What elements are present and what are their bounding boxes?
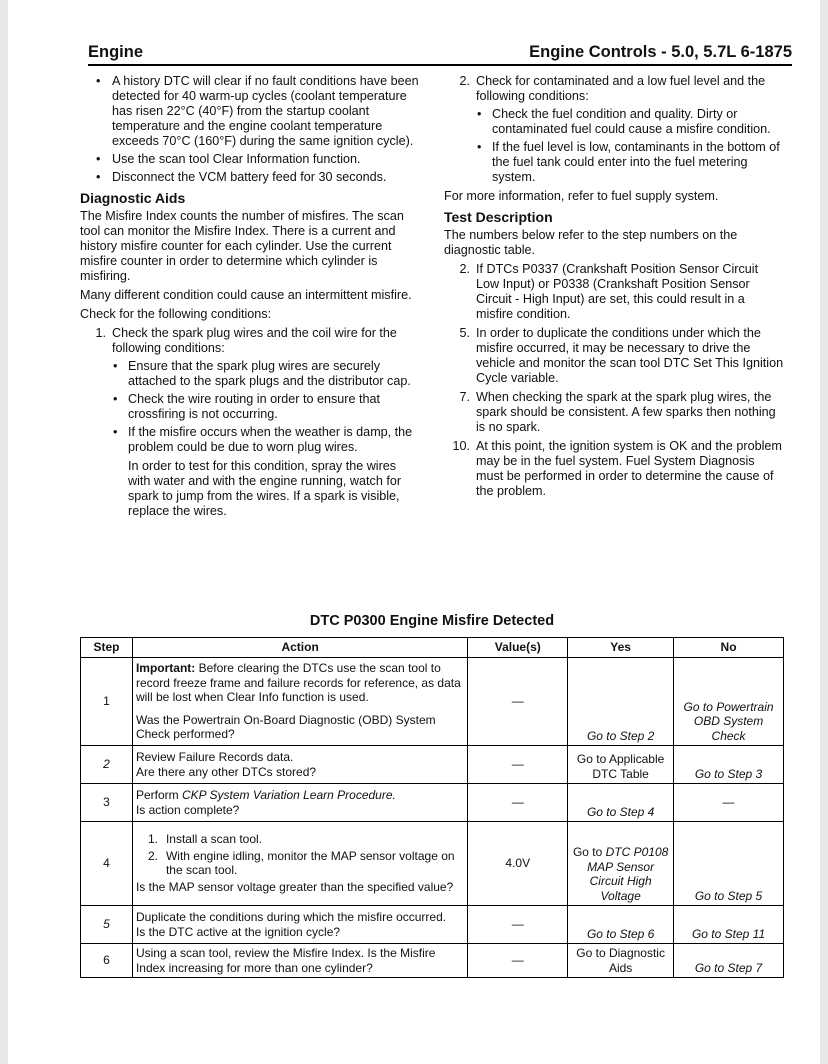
- item-number: 2.: [147, 848, 158, 863]
- list-item: [80, 326, 420, 519]
- table-row: [81, 906, 784, 944]
- list-item: [444, 390, 784, 435]
- list-item: [136, 849, 464, 878]
- column-header: No: [674, 638, 784, 658]
- table-row: [81, 784, 784, 822]
- header-section-title: Engine: [88, 43, 144, 61]
- table-row: [81, 944, 784, 978]
- more-info-paragraph: For more information, refer to fuel supply system.: [444, 189, 719, 203]
- misfire-index-paragraph: The Misfire Index counts the number of misfires. The scan tool can monitor the Misfire Index. There is a current and history misfire counter for each cylinder. Use the current misfire counter in order to determine which cylinder is misfiring.: [80, 209, 404, 283]
- list-item: [444, 74, 784, 185]
- item-number: 1.: [95, 326, 106, 340]
- procedure-link[interactable]: CKP System Variation Learn Procedure.: [181, 787, 396, 802]
- action-cell: [132, 658, 467, 746]
- list-item: • Check the fuel condition and quality. Dirty or contaminated fuel could cause a misfire condition.: [476, 107, 784, 137]
- item-number: 5.: [459, 326, 470, 340]
- yes-cell[interactable]: Go to Step 6: [568, 906, 674, 944]
- no-cell: —: [674, 784, 784, 822]
- value-cell: 4.0V: [468, 822, 568, 906]
- dtc-link[interactable]: DTC P0108 MAP Sensor Circuit High Voltage: [587, 845, 669, 903]
- action-question: Are there any other DTCs stored?: [135, 765, 317, 779]
- step-cell: 4: [81, 822, 133, 906]
- page-header: [88, 42, 792, 66]
- yes-cell[interactable]: Go to Step 4: [568, 784, 674, 822]
- action-text: Review Failure Records data.: [135, 749, 294, 764]
- list-item: • Disconnect the VCM battery feed for 30 seconds.: [80, 170, 420, 185]
- diagnostic-aids-heading: Diagnostic Aids: [80, 190, 186, 206]
- spray-test-paragraph: In order to test for this condition, spray the wires with water and with the engine running, watch for spark to jump from the wires. If a spark is visible, replace the wires.: [128, 459, 402, 518]
- item-number: 1.: [147, 832, 158, 846]
- action-question: Is the DTC active at the ignition cycle?: [135, 925, 341, 939]
- item-number: 7.: [459, 390, 470, 404]
- important-label: Important:: [135, 661, 196, 676]
- column-header: Yes: [568, 638, 674, 658]
- item-text: When checking the spark at the spark plug wires, the spark should be consistent. A few sparks then nothing is no spark.: [476, 390, 776, 434]
- yes-cell[interactable]: Go to Applicable DTC Table: [568, 746, 674, 784]
- item-text: If DTCs P0337 (Crankshaft Position Sensor Circuit Low Input) or P0338 (Crankshaft Position Sensor Circuit - High Input) are set, this could result in a misfire condition.: [476, 262, 759, 321]
- value-cell: —: [468, 906, 568, 944]
- column-header: Step: [81, 638, 133, 658]
- list-item: • If the misfire occurs when the weather is damp, the problem could be due to worn plug wires.: [112, 425, 420, 455]
- table-row: [81, 822, 784, 906]
- action-cell: [132, 784, 467, 822]
- list-item: • If the fuel level is low, contaminants in the bottom of the fuel tank could enter into the fuel metering system.: [476, 140, 784, 185]
- item-text: At this point, the ignition system is OK and the problem may be in the fuel system. Fuel System Diagnosis must be performed in order to determine the cause of the problem.: [476, 439, 782, 498]
- value-cell: —: [468, 658, 568, 746]
- list-item: • A history DTC will clear if no fault conditions have been detected for 40 warm-up cycles (coolant temperature has risen 22°C (40°F) from the startup coolant temperature and the engine coolant temperature exceeds 70°C (160°F) during the same ignition cycle).: [80, 74, 420, 149]
- test-steps-list: [444, 262, 784, 499]
- item-text: Check for contaminated and a low fuel level and the following conditions:: [476, 74, 766, 103]
- no-cell[interactable]: Go to Step 3: [674, 746, 784, 784]
- conditions-list-continued: [444, 74, 784, 185]
- list-item: [444, 326, 784, 386]
- item-text: Install a scan tool.: [165, 832, 263, 846]
- check-conditions-paragraph: Check for the following conditions:: [80, 307, 272, 321]
- header-page-ref: Engine Controls - 5.0, 5.7L 6-1875: [529, 43, 792, 61]
- conditions-list: [80, 326, 420, 519]
- yes-cell[interactable]: Go to Step 2: [568, 658, 674, 746]
- item-number: 2.: [459, 262, 470, 276]
- action-cell: Using a scan tool, review the Misfire Index. Is the Misfire Index increasing for more than one cylinder?: [132, 944, 467, 978]
- step-cell: 2: [81, 746, 133, 784]
- right-column: [444, 74, 784, 503]
- list-item: • Use the scan tool Clear Information function.: [80, 152, 420, 167]
- step-cell: 3: [81, 784, 133, 822]
- important-text: Before clearing the DTCs use the scan tool to record freeze frame and failure records for reference, as data will be lost when Clear Info function is used.: [135, 661, 461, 705]
- item-text: Check the spark plug wires and the coil wire for the following conditions:: [112, 326, 397, 355]
- action-question: Was the Powertrain On-Board Diagnostic (OBD) System Check performed?: [135, 712, 436, 742]
- action-text: [136, 788, 464, 803]
- item-text: In order to duplicate the conditions under which the misfire occurred, it may be necessary to drive the vehicle and monitor the scan tool DTC Set This Ignition Cycle variable.: [476, 326, 784, 385]
- test-intro-paragraph: The numbers below refer to the step numbers on the diagnostic table.: [444, 228, 738, 257]
- list-item: [136, 832, 464, 847]
- no-cell[interactable]: Go to Step 11: [674, 906, 784, 944]
- item-text: With engine idling, monitor the MAP sensor voltage on the scan tool.: [165, 848, 455, 877]
- table-row: [81, 658, 784, 746]
- no-cell[interactable]: Go to Step 5: [674, 822, 784, 906]
- action-cell: [132, 746, 467, 784]
- yes-cell[interactable]: Go to Diagnostic Aids: [568, 944, 674, 978]
- table-row: [81, 746, 784, 784]
- action-text: [136, 661, 464, 705]
- action-sub-steps: [136, 832, 464, 878]
- action-text: Duplicate the conditions during which the misfire occurred.: [135, 909, 447, 924]
- list-item: • Check the wire routing in order to ensure that crossfiring is not occurring.: [112, 392, 420, 422]
- value-cell: —: [468, 746, 568, 784]
- step-cell: 1: [81, 658, 133, 746]
- clear-dtc-bullets: [80, 74, 420, 185]
- value-cell: —: [468, 944, 568, 978]
- dtc-table: [80, 637, 784, 978]
- yes-prefix: Go to: [572, 845, 606, 859]
- table-header-row: [81, 638, 784, 658]
- item-number: 2.: [459, 74, 470, 88]
- no-cell[interactable]: Go to Step 7: [674, 944, 784, 978]
- list-item: • Ensure that the spark plug wires are securely attached to the spark plugs and the distributor cap.: [112, 359, 420, 389]
- sub-bullets: [476, 107, 784, 185]
- table-title: DTC P0300 Engine Misfire Detected: [309, 613, 555, 629]
- action-cell: [132, 822, 467, 906]
- test-description-heading: Test Description: [444, 209, 553, 225]
- action-question: Is the MAP sensor voltage greater than the specified value?: [135, 879, 454, 894]
- sub-bullets: [112, 359, 420, 455]
- yes-cell[interactable]: [568, 822, 674, 906]
- action-question: Is action complete?: [135, 803, 240, 817]
- item-number: 10.: [452, 439, 470, 453]
- value-cell: —: [468, 784, 568, 822]
- list-item: [444, 439, 784, 499]
- action-cell: [132, 906, 467, 944]
- no-cell[interactable]: Go to Powertrain OBD System Check: [674, 658, 784, 746]
- left-column: [80, 74, 420, 523]
- column-header: Action: [132, 638, 467, 658]
- intermittent-paragraph: Many different condition could cause an intermittent misfire.: [80, 288, 412, 302]
- action-prefix: Perform: [135, 787, 182, 802]
- column-header: Value(s): [468, 638, 568, 658]
- list-item: [444, 262, 784, 322]
- step-cell: 5: [81, 906, 133, 944]
- step-cell: 6: [81, 944, 133, 978]
